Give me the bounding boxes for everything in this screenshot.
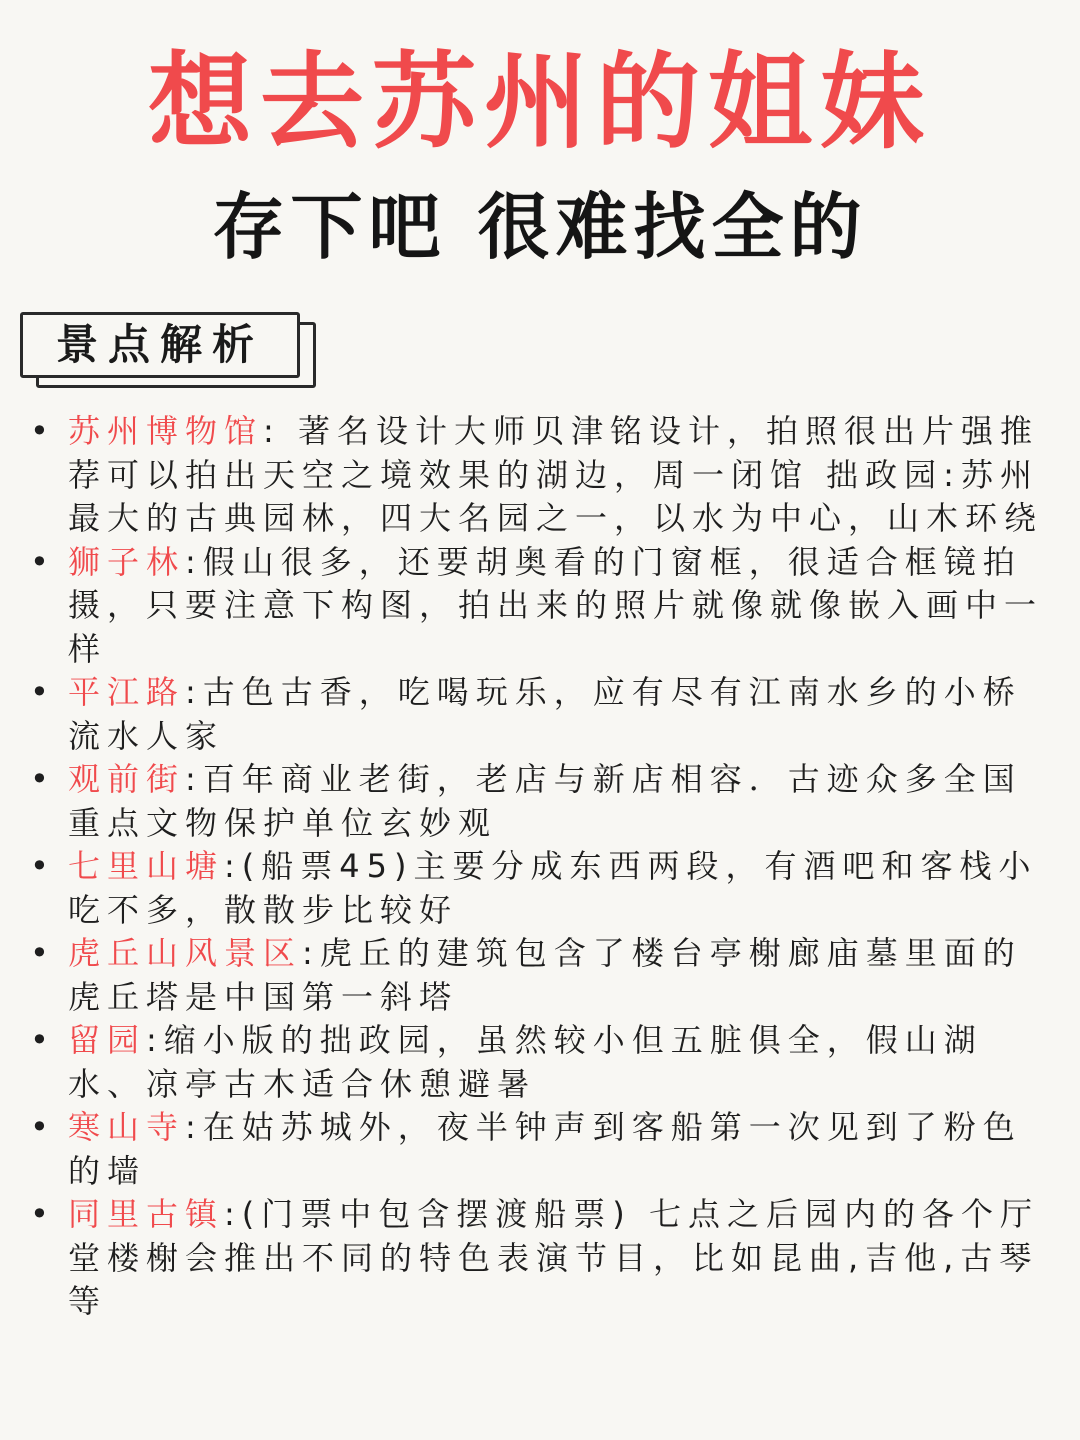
page-subtitle: 存下吧 很难找全的 bbox=[212, 185, 868, 269]
section-tag bbox=[20, 312, 300, 380]
attraction-name: 虎丘山风景区 bbox=[68, 934, 303, 972]
attraction-name: 苏州博物馆 bbox=[68, 412, 264, 450]
bullet-dot: • bbox=[30, 760, 56, 798]
bullet-dot: • bbox=[30, 412, 56, 450]
list-item bbox=[30, 1193, 1050, 1324]
section-tag-label: 景点解析 bbox=[55, 320, 264, 369]
attraction-description: :百年商业老街，老店与新店相容．古迹众多全国重点文物保护单位玄妙观 bbox=[68, 760, 1022, 842]
attraction-description: : 著名设计大师贝津铭设计，拍照很出片强推荐可以拍出天空之境效果的湖边，周一闭馆 拙政园:苏州最大的古典园林，四大名园之一，以水为中心，山木环绕 bbox=[68, 412, 1044, 537]
attraction-description: :在姑苏城外，夜半钟声到客船第一次见到了粉色的墙 bbox=[68, 1108, 1022, 1190]
list-item bbox=[30, 541, 1050, 672]
attraction-description: :假山很多，还要胡奥看的门窗框，很适合框镜拍摄，只要注意下构图，拍出来的照片就像就像嵌入画中一样 bbox=[68, 542, 1044, 668]
list-item bbox=[30, 758, 1050, 845]
bullet-dot: • bbox=[30, 1195, 56, 1233]
attraction-description: :缩小版的拙政园，虽然较小但五脏俱全，假山湖水、凉亭古木适合休憩避暑 bbox=[68, 1021, 983, 1103]
attraction-name: 平江路 bbox=[68, 673, 186, 711]
attraction-description: :古色古香，吃喝玩乐，应有尽有江南水乡的小桥流水人家 bbox=[68, 673, 1022, 755]
list-item bbox=[30, 410, 1050, 541]
attraction-name: 寒山寺 bbox=[68, 1108, 186, 1146]
list-item bbox=[30, 671, 1050, 758]
attraction-name: 留园 bbox=[68, 1021, 147, 1059]
bullet-dot: • bbox=[30, 1108, 56, 1146]
bullet-dot: • bbox=[30, 847, 56, 885]
attraction-name: 七里山塘 bbox=[68, 847, 225, 885]
attraction-description: :(船票45)主要分成东西两段，有酒吧和客栈小吃不多，散散步比较好 bbox=[68, 847, 1038, 929]
bullet-dot: • bbox=[30, 673, 56, 711]
bullet-dot: • bbox=[30, 934, 56, 972]
attraction-list bbox=[30, 410, 1050, 1324]
page-title: 想去苏州的姐妹 bbox=[147, 41, 932, 163]
attraction-description: :虎丘的建筑包含了楼台亭榭廊庙墓里面的虎丘塔是中国第一斜塔 bbox=[68, 934, 1022, 1016]
list-item bbox=[30, 932, 1050, 1019]
bullet-dot: • bbox=[30, 542, 56, 581]
attraction-description: :(门票中包含摆渡船票) 七点之后园内的各个厅堂楼榭会推出不同的特色表演节目，比如昆曲,吉他,古琴等 bbox=[68, 1195, 1039, 1320]
attraction-name: 同里古镇 bbox=[68, 1195, 225, 1233]
attraction-name: 观前街 bbox=[68, 760, 186, 798]
list-item bbox=[30, 845, 1050, 932]
bullet-dot: • bbox=[30, 1021, 56, 1059]
attraction-name: 狮子林 bbox=[68, 542, 186, 581]
list-item bbox=[30, 1019, 1050, 1106]
list-item bbox=[30, 1106, 1050, 1193]
